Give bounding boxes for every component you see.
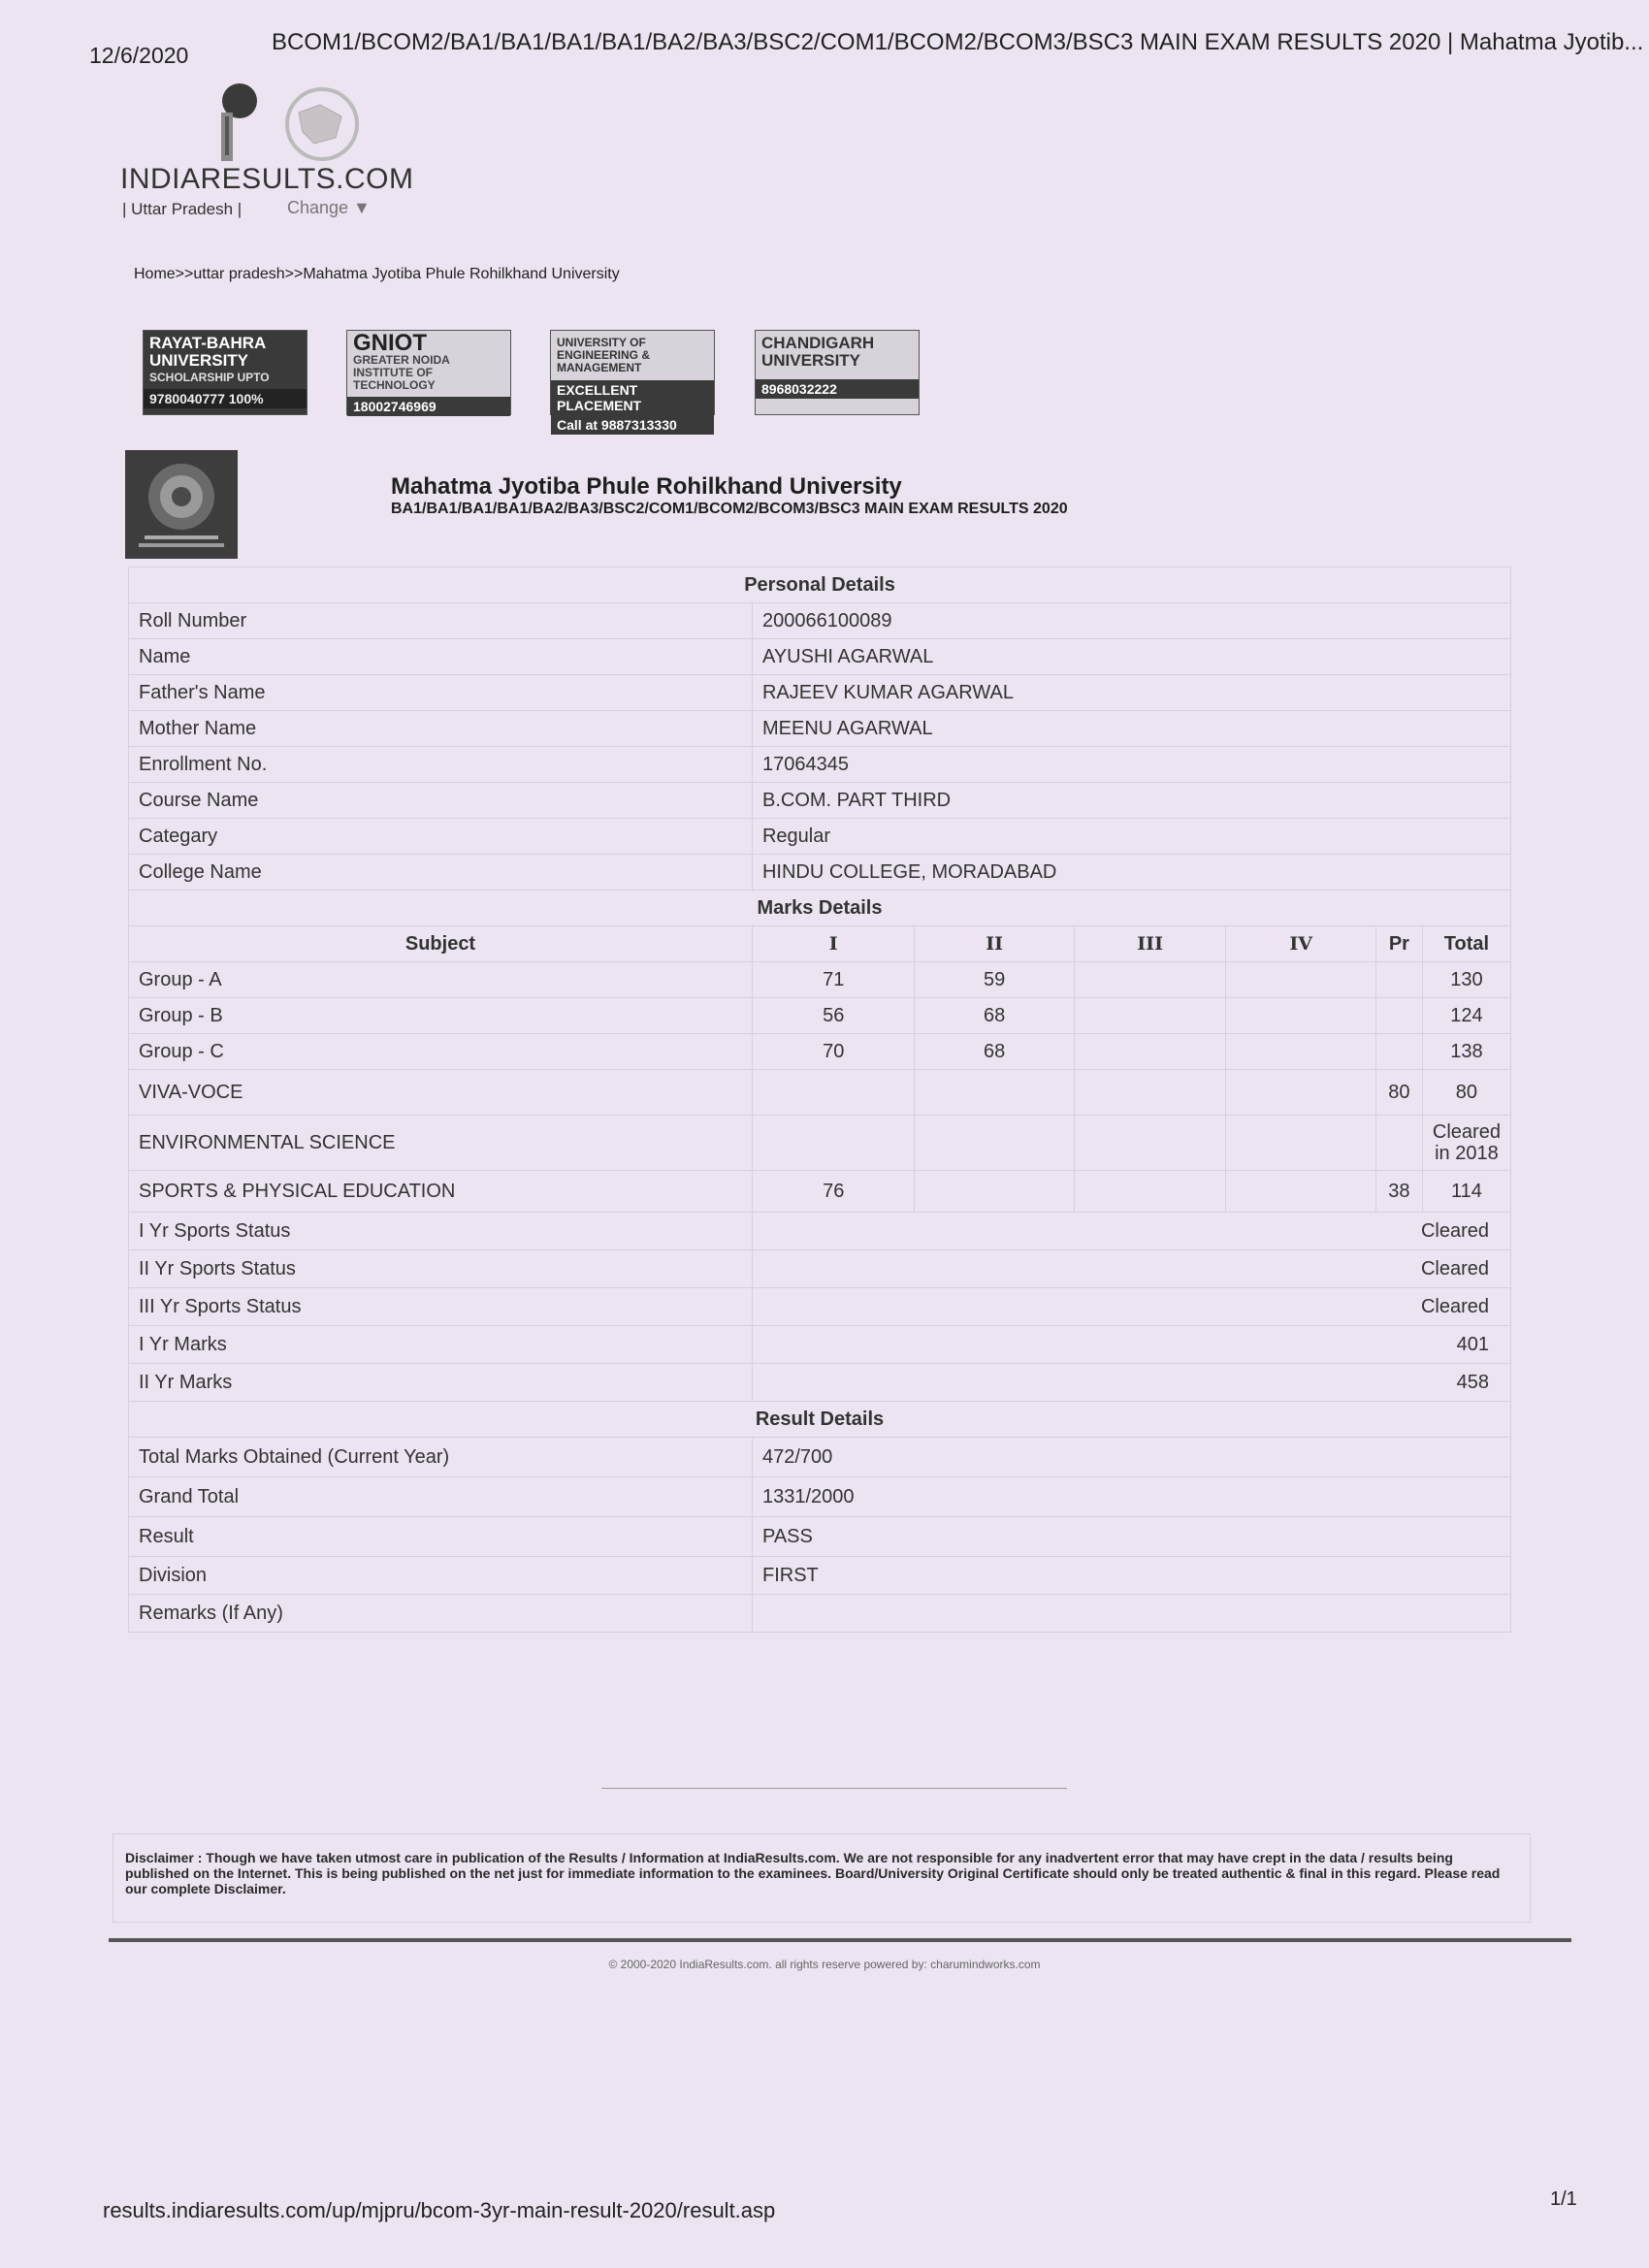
practical-marks bbox=[1375, 998, 1422, 1034]
ad-title: UNIVERSITY OF ENGINEERING & MANAGEMENT bbox=[557, 336, 651, 374]
print-date: 12/6/2020 bbox=[89, 43, 189, 68]
result-label: Remarks (If Any) bbox=[129, 1595, 753, 1633]
paper-3-marks bbox=[1074, 962, 1226, 998]
table-row bbox=[129, 783, 1511, 819]
practical-marks bbox=[1375, 962, 1422, 998]
ad-contact: Call at 9887313330 bbox=[551, 415, 714, 435]
result-label: Total Marks Obtained (Current Year) bbox=[129, 1438, 753, 1477]
ad-title: CHANDIGARH UNIVERSITY bbox=[761, 334, 875, 370]
paper-3-marks bbox=[1074, 1116, 1226, 1171]
status-value: Cleared bbox=[752, 1213, 1510, 1250]
table-row bbox=[129, 1034, 1511, 1070]
disclaimer-text: Disclaimer : Though we have taken utmost care in publication of the Results / Information at IndiaResults.com. We are not responsible for any inadvertent error that may have crept in the data / results being published on the Internet. This is being published on the net just for immediate information to the examinees. Board/University Original Certificate should only be treated authentic & final in this regard. Please read our complete Disclaimer. bbox=[113, 1833, 1531, 1923]
status-label: I Yr Sports Status bbox=[129, 1213, 753, 1250]
column-header: I bbox=[752, 926, 914, 962]
marks-header-row bbox=[129, 926, 1511, 962]
practical-marks bbox=[1375, 1034, 1422, 1070]
table-row bbox=[129, 1070, 1511, 1116]
exam-title: BA1/BA1/BA1/BA1/BA2/BA3/BSC2/COM1/BCOM2/BCOM3/BSC3 MAIN EXAM RESULTS 2020 bbox=[391, 501, 1068, 517]
table-row bbox=[129, 675, 1511, 711]
table-row bbox=[129, 1438, 1511, 1477]
status-value: 401 bbox=[752, 1326, 1510, 1364]
paper-3-marks bbox=[1074, 1070, 1226, 1116]
table-row bbox=[129, 962, 1511, 998]
divider bbox=[601, 1788, 1067, 1789]
table-row bbox=[129, 1288, 1511, 1326]
ad-banner-chandigarh[interactable] bbox=[755, 330, 920, 415]
table-row bbox=[129, 1517, 1511, 1557]
enrollment-value: 17064345 bbox=[752, 747, 1510, 783]
paper-4-marks bbox=[1226, 1070, 1376, 1116]
status-label: II Yr Sports Status bbox=[129, 1250, 753, 1288]
paper-1-marks: 56 bbox=[752, 998, 914, 1034]
table-row bbox=[129, 819, 1511, 855]
university-name: Mahatma Jyotiba Phule Rohilkhand University bbox=[391, 473, 902, 500]
field-label: Roll Number bbox=[129, 603, 753, 639]
course-value: B.COM. PART THIRD bbox=[752, 783, 1510, 819]
result-label: Division bbox=[129, 1557, 753, 1595]
personal-details-heading: Personal Details bbox=[129, 567, 1511, 603]
paper-2-marks: 68 bbox=[915, 1034, 1074, 1070]
paper-4-marks bbox=[1226, 962, 1376, 998]
ad-subtitle bbox=[756, 370, 919, 373]
practical-marks: 38 bbox=[1375, 1171, 1422, 1213]
paper-2-marks: 59 bbox=[915, 962, 1074, 998]
paper-1-marks bbox=[752, 1070, 914, 1116]
table-row bbox=[129, 855, 1511, 891]
paper-4-marks bbox=[1226, 1171, 1376, 1213]
field-label: Course Name bbox=[129, 783, 753, 819]
print-page-title: BCOM1/BCOM2/BA1/BA1/BA1/BA1/BA2/BA3/BSC2/COM1/BCOM2/BCOM3/BSC3 MAIN EXAM RESULTS 2020 | Mahatma Jyotib... bbox=[272, 29, 1644, 55]
paper-2-marks bbox=[915, 1070, 1074, 1116]
column-header: III bbox=[1074, 926, 1226, 962]
table-row bbox=[129, 1477, 1511, 1517]
site-logo-text[interactable]: INDIARESULTS.COM bbox=[120, 163, 414, 195]
column-header: II bbox=[915, 926, 1074, 962]
field-label: Categary bbox=[129, 819, 753, 855]
roll-number-value: 200066100089 bbox=[752, 603, 1510, 639]
field-label: College Name bbox=[129, 855, 753, 891]
result-details-heading: Result Details bbox=[129, 1402, 1511, 1438]
table-row bbox=[129, 711, 1511, 747]
ad-contact: 18002746969 bbox=[347, 397, 510, 416]
status-label: I Yr Marks bbox=[129, 1326, 753, 1364]
result-label: Result bbox=[129, 1517, 753, 1557]
ad-title: RAYAT-BAHRA UNIVERSITY bbox=[149, 334, 266, 370]
column-header: Total bbox=[1422, 926, 1510, 962]
copyright-text: © 2000-2020 IndiaResults.com. all rights reserve powered by: charumindworks.com bbox=[608, 1958, 1041, 1971]
table-row bbox=[129, 747, 1511, 783]
change-region-link[interactable]: Change ▼ bbox=[287, 198, 371, 217]
ad-subtitle: SCHOLARSHIP UPTO bbox=[149, 371, 270, 384]
table-row bbox=[129, 1557, 1511, 1595]
paper-4-marks bbox=[1226, 1034, 1376, 1070]
paper-2-marks bbox=[915, 1116, 1074, 1171]
division-value: FIRST bbox=[752, 1557, 1510, 1595]
subject-name: Group - A bbox=[129, 962, 753, 998]
ad-contact: 8968032222 bbox=[756, 379, 919, 399]
category-value: Regular bbox=[752, 819, 1510, 855]
ad-banner-uem[interactable] bbox=[550, 330, 715, 433]
column-header: IV bbox=[1226, 926, 1376, 962]
subject-name: VIVA-VOCE bbox=[129, 1070, 753, 1116]
table-row bbox=[129, 1250, 1511, 1288]
paper-3-marks bbox=[1074, 1171, 1226, 1213]
table-row bbox=[129, 1213, 1511, 1250]
breadcrumb[interactable]: Home>>uttar pradesh>>Mahatma Jyotiba Phule Rohilkhand University bbox=[134, 266, 620, 282]
table-row bbox=[129, 1595, 1511, 1633]
paper-3-marks bbox=[1074, 998, 1226, 1034]
ad-subtitle: EXCELLENT PLACEMENT bbox=[551, 380, 714, 415]
paper-1-marks bbox=[752, 1116, 914, 1171]
table-row bbox=[129, 1116, 1511, 1171]
field-label: Name bbox=[129, 639, 753, 675]
paper-1-marks: 70 bbox=[752, 1034, 914, 1070]
total-marks: 80 bbox=[1422, 1070, 1510, 1116]
table-row bbox=[129, 1326, 1511, 1364]
father-name-value: RAJEEV KUMAR AGARWAL bbox=[752, 675, 1510, 711]
subject-name: Group - B bbox=[129, 998, 753, 1034]
practical-marks bbox=[1375, 1116, 1422, 1171]
paper-2-marks bbox=[915, 1171, 1074, 1213]
status-value: Cleared bbox=[752, 1288, 1510, 1326]
ad-contact: 9780040777 100% bbox=[144, 389, 307, 408]
result-value: PASS bbox=[752, 1517, 1510, 1557]
paper-2-marks: 68 bbox=[915, 998, 1074, 1034]
total-marks: 124 bbox=[1422, 998, 1510, 1034]
total-marks: 114 bbox=[1422, 1171, 1510, 1213]
result-label: Grand Total bbox=[129, 1477, 753, 1517]
subject-name: Group - C bbox=[129, 1034, 753, 1070]
total-marks: 138 bbox=[1422, 1034, 1510, 1070]
table-row bbox=[129, 1364, 1511, 1402]
page-number: 1/1 bbox=[1550, 2188, 1577, 2210]
status-value: Cleared bbox=[752, 1250, 1510, 1288]
remarks-value bbox=[752, 1595, 1510, 1633]
status-label: II Yr Marks bbox=[129, 1364, 753, 1402]
table-row bbox=[129, 603, 1511, 639]
subject-name: SPORTS & PHYSICAL EDUCATION bbox=[129, 1171, 753, 1213]
total-marks: 130 bbox=[1422, 962, 1510, 998]
total-marks: Cleared in 2018 bbox=[1422, 1116, 1510, 1171]
page-url: results.indiaresults.com/up/mjpru/bcom-3yr-main-result-2020/result.asp bbox=[103, 2198, 776, 2222]
paper-3-marks bbox=[1074, 1034, 1226, 1070]
paper-1-marks: 71 bbox=[752, 962, 914, 998]
field-label: Father's Name bbox=[129, 675, 753, 711]
university-seal-icon bbox=[125, 450, 238, 559]
mother-name-value: MEENU AGARWAL bbox=[752, 711, 1510, 747]
paper-1-marks: 76 bbox=[752, 1171, 914, 1213]
column-header: Pr bbox=[1375, 926, 1422, 962]
ad-title: GNIOT bbox=[353, 330, 427, 356]
table-row bbox=[129, 1171, 1511, 1213]
region-label: | Uttar Pradesh | bbox=[122, 200, 242, 218]
table-row bbox=[129, 998, 1511, 1034]
ad-banner-gniot[interactable] bbox=[346, 330, 511, 415]
practical-marks: 80 bbox=[1375, 1070, 1422, 1116]
field-label: Enrollment No. bbox=[129, 747, 753, 783]
result-table bbox=[128, 567, 1511, 1633]
table-row bbox=[129, 639, 1511, 675]
grand-total-value: 1331/2000 bbox=[752, 1477, 1510, 1517]
ad-banner-rayat-bahra[interactable] bbox=[143, 330, 307, 415]
college-value: HINDU COLLEGE, MORADABAD bbox=[752, 855, 1510, 891]
field-label: Mother Name bbox=[129, 711, 753, 747]
paper-4-marks bbox=[1226, 998, 1376, 1034]
status-value: 458 bbox=[752, 1364, 1510, 1402]
footer-divider bbox=[109, 1938, 1571, 1942]
paper-4-marks bbox=[1226, 1116, 1376, 1171]
column-header: Subject bbox=[129, 926, 753, 962]
status-label: III Yr Sports Status bbox=[129, 1288, 753, 1326]
total-marks-value: 472/700 bbox=[752, 1438, 1510, 1477]
name-value: AYUSHI AGARWAL bbox=[752, 639, 1510, 675]
ad-subtitle: GREATER NOIDA INSTITUTE OF TECHNOLOGY bbox=[353, 353, 450, 392]
subject-name: ENVIRONMENTAL SCIENCE bbox=[129, 1116, 753, 1171]
marks-details-heading: Marks Details bbox=[129, 891, 1511, 926]
